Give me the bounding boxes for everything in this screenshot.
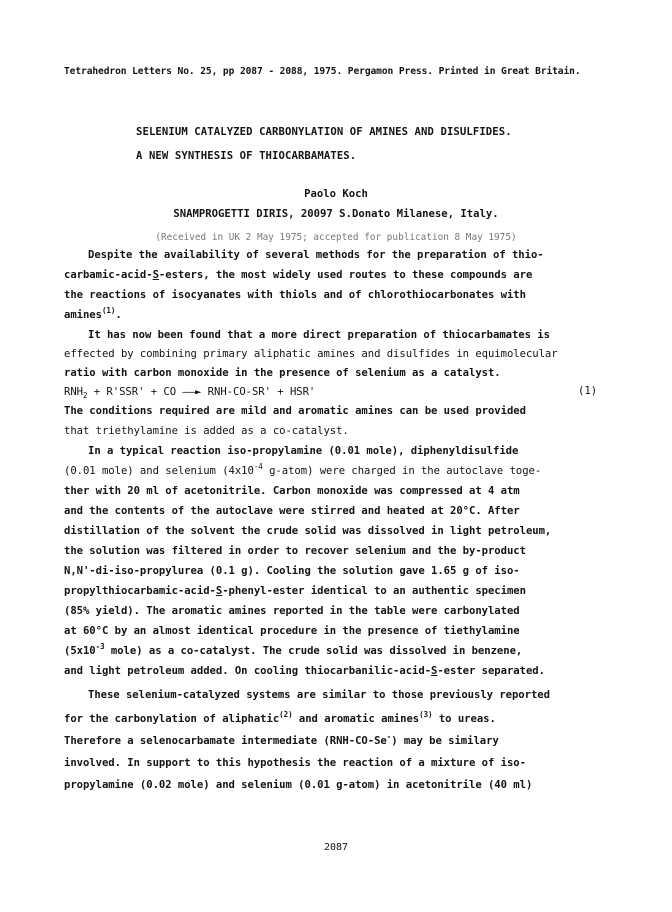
article-title-line-2: A NEW SYNTHESIS OF THIOCARBAMATES. <box>136 150 357 162</box>
article-title-line-1: SELENIUM CATALYZED CARBONYLATION OF AMINES AND DISULFIDES. <box>136 126 512 138</box>
body-line: involved. In support to this hypothesis the reaction of a mixture of iso- <box>64 757 526 769</box>
body-line: The conditions required are mild and aromatic amines can be used provided <box>64 405 526 417</box>
reference-marker: (1) <box>101 306 116 315</box>
body-line: N,N'-di-iso-propylurea (0.1 g). Cooling the solution gave 1.65 g of iso- <box>64 565 520 577</box>
received-dates: (Received in UK 2 May 1975; accepted for publication 8 May 1975) <box>155 232 517 243</box>
reference-marker: (2) <box>279 710 293 719</box>
body-line: ($5x10^{-3}$ mole) as a co-catalyst. The crude solid was dissolved in benzene, <box>64 642 523 657</box>
body-line: carbamic-acid-S-esters, the most widely used routes to these compounds are <box>64 269 533 281</box>
equation-number: (1) <box>578 385 598 397</box>
body-line: In a typical reaction iso-propylamine (0.01 mole), diphenyldisulfide <box>88 445 519 457</box>
body-line: (85% yield). The aromatic amines reported in the table were carbonylated <box>64 605 520 617</box>
reaction-equation: $RNH_2 + R'SSR'$ + CO ——► RNH-CO-SR' + HSR' <box>64 386 316 400</box>
body-line: distillation of the solvent the crude solid was dissolved in light petroleum, <box>64 525 552 537</box>
body-line: ther with 20 ml of acetonitrile. Carbon monoxide was compressed at 4 atm <box>64 485 520 497</box>
body-line: and light petroleum added. On cooling thiocarbanilic-acid-S-ester separated. <box>64 665 545 677</box>
reference-marker: (3) <box>419 710 433 719</box>
body-line: the solution was filtered in order to recover selenium and the by-product <box>64 545 526 557</box>
body-line: These selenium-catalyzed systems are similar to those previously reported <box>88 689 550 701</box>
body-line: Therefore a selenocarbamate intermediate (RNH-CO-Se-) may be similary <box>64 732 499 747</box>
body-line: It has now been found that a more direct preparation of thiocarbamates is <box>88 329 550 341</box>
page-number: 2087 <box>323 842 349 853</box>
body-line: propylamine (0.02 mole) and selenium (0.01 g-atom) in acetonitrile (40 ml) <box>64 779 533 791</box>
body-line: for the carbonylation of aliphatic$^{(2)}$ and aromatic amines$^{(3)}$ to ureas. <box>64 710 496 725</box>
body-line: propylthiocarbamic-acid-S-phenyl-ester identical to an authentic specimen <box>64 585 526 597</box>
body-line: (0.01 mole) and selenium ($4x10^{-4}$ g-atom) were charged in the autoclave toge- <box>64 462 542 477</box>
author-affiliation: SNAMPROGETTI DIRIS, 20097 S.Donato Milanese, Italy. <box>173 208 499 220</box>
body-line: ratio with carbon monoxide in the presence of selenium as a catalyst. <box>64 367 501 379</box>
author-name: Paolo Koch <box>304 188 368 200</box>
body-line: that triethylamine is added as a co-catalyst. <box>64 425 349 437</box>
body-line: and the contents of the autoclave were stirred and heated at 20°C. After <box>64 505 520 517</box>
body-line: Despite the availability of several methods for the preparation of thio- <box>88 249 544 261</box>
body-line: the reactions of isocyanates with thiols and of chlorothiocarbonates with <box>64 289 526 301</box>
body-line: amines$^{(1)}$. <box>64 306 122 321</box>
journal-header: Tetrahedron Letters No. 25, pp 2087 - 2088, 1975. Pergamon Press. Printed in Great Britain. <box>64 66 581 77</box>
body-line: effected by combining primary aliphatic amines and disulfides in equimolecular <box>64 348 558 360</box>
body-line: at 60°C by an almost identical procedure in the presence of tiethylamine <box>64 625 520 637</box>
